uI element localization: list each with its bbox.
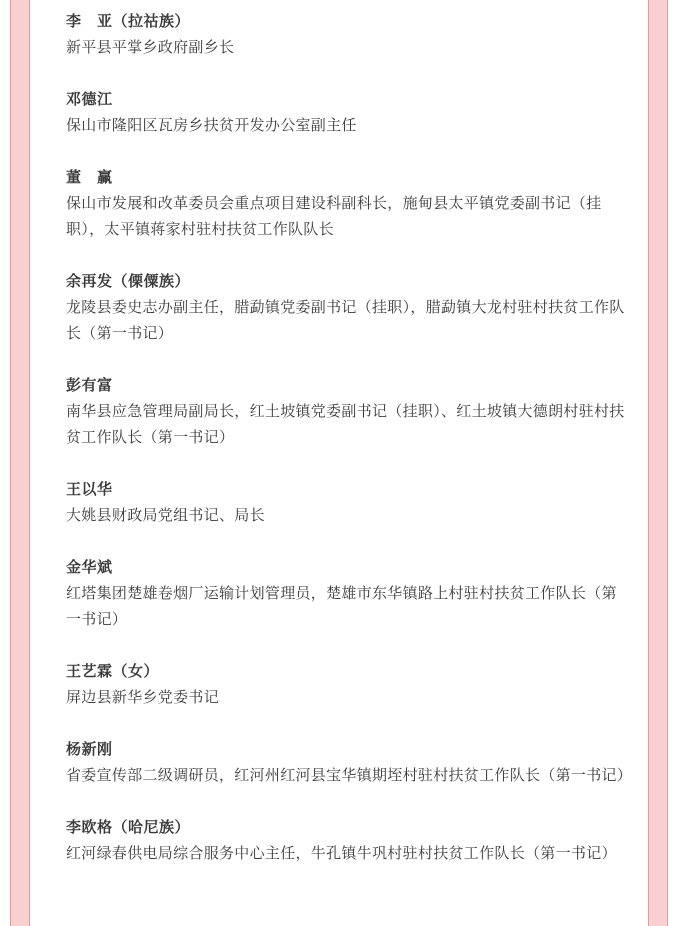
left-decorative-border <box>10 0 30 926</box>
person-title: 红塔集团楚雄卷烟厂运输计划管理员，楚雄市东华镇路上村驻村扶贫工作队长（第一书记） <box>66 584 617 628</box>
roster-entry <box>66 476 628 528</box>
person-name: 邓德江 <box>66 90 113 108</box>
person-name: 彭有富 <box>66 376 113 394</box>
roster-entry <box>66 814 628 866</box>
person-name: 余再发（傈僳族） <box>66 272 191 290</box>
person-title: 红河绿春供电局综合服务中心主任，牛孔镇牛巩村驻村扶贫工作队长（第一书记） <box>66 844 617 862</box>
person-name: 李 亚（拉祜族） <box>66 12 191 30</box>
person-name: 王艺霖（女） <box>66 662 160 680</box>
roster-entry <box>66 8 628 60</box>
person-title: 大姚县财政局党组书记、局长 <box>66 506 265 524</box>
roster-entry <box>66 372 628 450</box>
person-title: 南华县应急管理局副局长，红土坡镇党委副书记（挂职）、红土坡镇大德朗村驻村扶贫工作队长（第一书记） <box>66 402 625 446</box>
person-name: 杨新刚 <box>66 740 113 758</box>
person-title: 龙陵县委史志办副主任，腊勐镇党委副书记（挂职），腊勐镇大龙村驻村扶贫工作队长（第一书记） <box>66 298 625 342</box>
right-decorative-border <box>648 0 668 926</box>
person-title: 保山市发展和改革委员会重点项目建设科副科长，施甸县太平镇党委副书记（挂职），太平镇蒋家村驻村扶贫工作队队长 <box>66 194 602 238</box>
person-name: 王以华 <box>66 480 113 498</box>
roster-entry <box>66 736 633 788</box>
person-name: 金华斌 <box>66 558 113 576</box>
person-title: 新平县平掌乡政府副乡长 <box>66 38 235 56</box>
roster-entry <box>66 268 628 346</box>
roster-entry <box>66 658 628 710</box>
roster-entry <box>66 164 628 242</box>
roster-entry <box>66 554 628 632</box>
person-title: 省委宣传部二级调研员，红河州红河县宝华镇期垤村驻村扶贫工作队长（第一书记） <box>66 766 633 784</box>
person-name: 董 赢 <box>66 168 113 186</box>
person-title: 屏边县新华乡党委书记 <box>66 688 220 706</box>
person-name: 李欧格（哈尼族） <box>66 818 191 836</box>
person-title: 保山市隆阳区瓦房乡扶贫开发办公室副主任 <box>66 116 357 134</box>
roster-entry <box>66 86 628 138</box>
roster-list <box>66 8 633 892</box>
